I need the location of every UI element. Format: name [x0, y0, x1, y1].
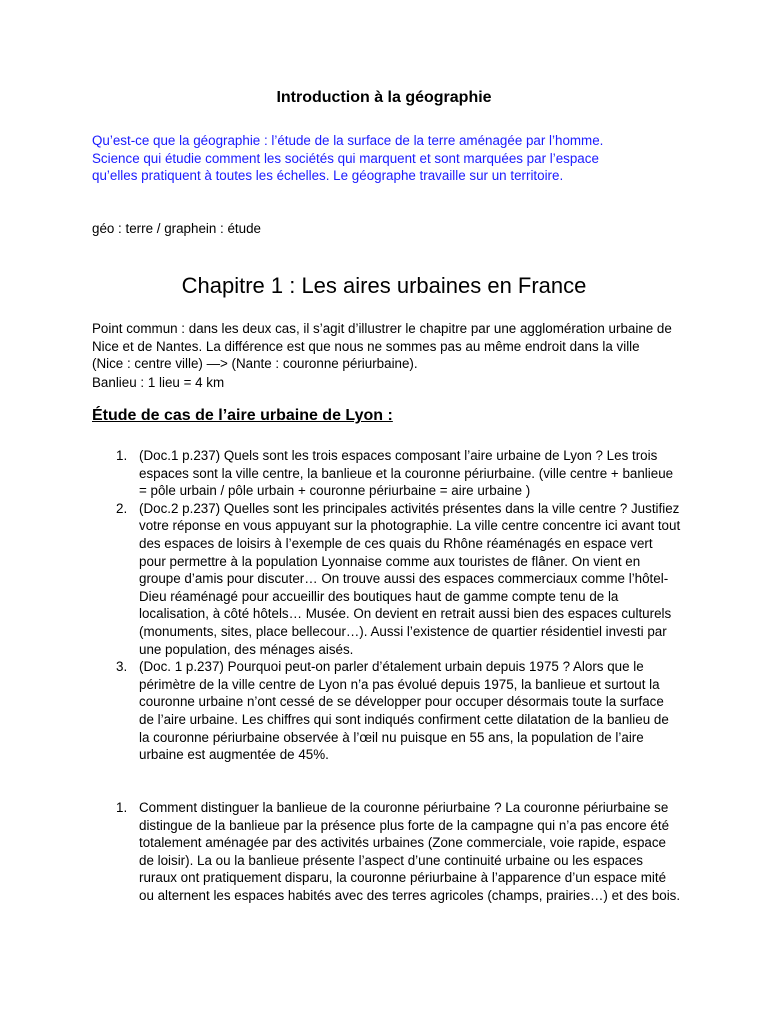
- list-item: [92, 799, 682, 905]
- banlieu-note: Banlieu : 1 lieu = 4 km: [92, 375, 225, 390]
- item-number: 1.: [116, 800, 128, 815]
- intro-line: qu’elles pratiquent à toutes les échelles. Le géographe travaille sur un territoire.: [92, 168, 564, 184]
- intro-definition: [92, 132, 692, 185]
- intro-line: Science qui étudie comment les sociétés qui marquent et sont marquées par l’espace: [92, 150, 599, 166]
- questions-list-2: [92, 799, 682, 905]
- intro-line: Qu’est-ce que la géographie : l’étude de la surface de la terre aménagée par l’homme.: [92, 133, 604, 148]
- item-text: (Doc. 1 p.237) Pourquoi peut-on parler d’étalement urbain depuis 1975 ? Alors que le périmètre de la ville centre de Lyon n’a pas évolué depuis 1975, la banlieue et surtout la couronne urbaine n’ont cessé de se développer pour occuper désormais toute la surface de l’aire urbaine. Les chiffres qui sont indiqués confirment cette dilatation de la banlieu de la couronne périurbaine observée à l’œil nu puisque en 55 ans, la population de l’aire urbaine est augmentée de 45%.: [139, 659, 669, 763]
- item-text: Comment distinguer la banlieue de la couronne périurbaine ? La couronne périurbaine se distingue de la banlieue par la présence plus forte de la campagne qui n’a pas encore été totalement aménagée par des activités urbaines (Zone commerciale, voie rapide, espace de loisir). La ou la banlieue présente l’aspect d’une continuité urbaine ou les espaces ruraux ont pratiquement disparu, la couronne périurbaine à l’apparence d’un espace mité ou alternent les espaces habités avec des terres agricoles (champs, prairies…) et des bois.: [139, 800, 681, 903]
- etymology-text: géo : terre / graphein : étude: [92, 221, 261, 236]
- common-point-paragraph: Point commun : dans les deux cas, il s’agit d’illustrer le chapitre par une agglomération urbaine de Nice et de Nantes. La différence est que nous ne sommes pas au même endroit dans la ville (Nice : centre ville) —> (Nante : couronne périurbaine).: [92, 321, 672, 372]
- list-item: [92, 447, 682, 500]
- list-item: [92, 658, 682, 764]
- questions-list: [92, 447, 682, 764]
- item-number: 1.: [116, 448, 128, 463]
- list-item: [92, 500, 682, 658]
- case-study-title: Étude de cas de l’aire urbaine de Lyon :: [92, 407, 393, 424]
- item-number: 3.: [116, 659, 128, 675]
- chapter-title: Chapitre 1 : Les aires urbaines en France: [181, 273, 587, 298]
- item-text: (Doc.1 p.237) Quels sont les trois espaces composant l’aire urbaine de Lyon ? Les trois espaces sont la ville centre, la banlieue et la couronne périurbaine. (ville centre + banlieue = pôle urbain / pôle urbain + couronne périurbaine = aire urbaine ): [139, 448, 674, 499]
- document-title: Introduction à la géographie: [276, 89, 492, 106]
- item-number: 2.: [116, 500, 128, 516]
- item-text: (Doc.2 p.237) Quelles sont les principales activités présentes dans la ville centre ? Justifiez votre réponse en vous appuyant sur la photographie. La ville centre concentre ici avant tout des espaces de loisirs à l’exemple de ces quais du Rhône réaménagés en espace vert pour permettre à la population Lyonnaise comme aux touristes de flâner. On vient en groupe d’amis pour discuter… On trouve aussi des espaces commerciaux comme l’hôtel-Dieu réaménagé pour accueillir des boutiques haut de gamme compte tenu de la localisation, à côté hôtels… Musée. On devient en retrait aussi bien des espaces culturels (monuments, sites, place bellecour…). Aussi l’existence de quartier résidentiel investi par une population, des ménages aisés.: [139, 500, 681, 657]
